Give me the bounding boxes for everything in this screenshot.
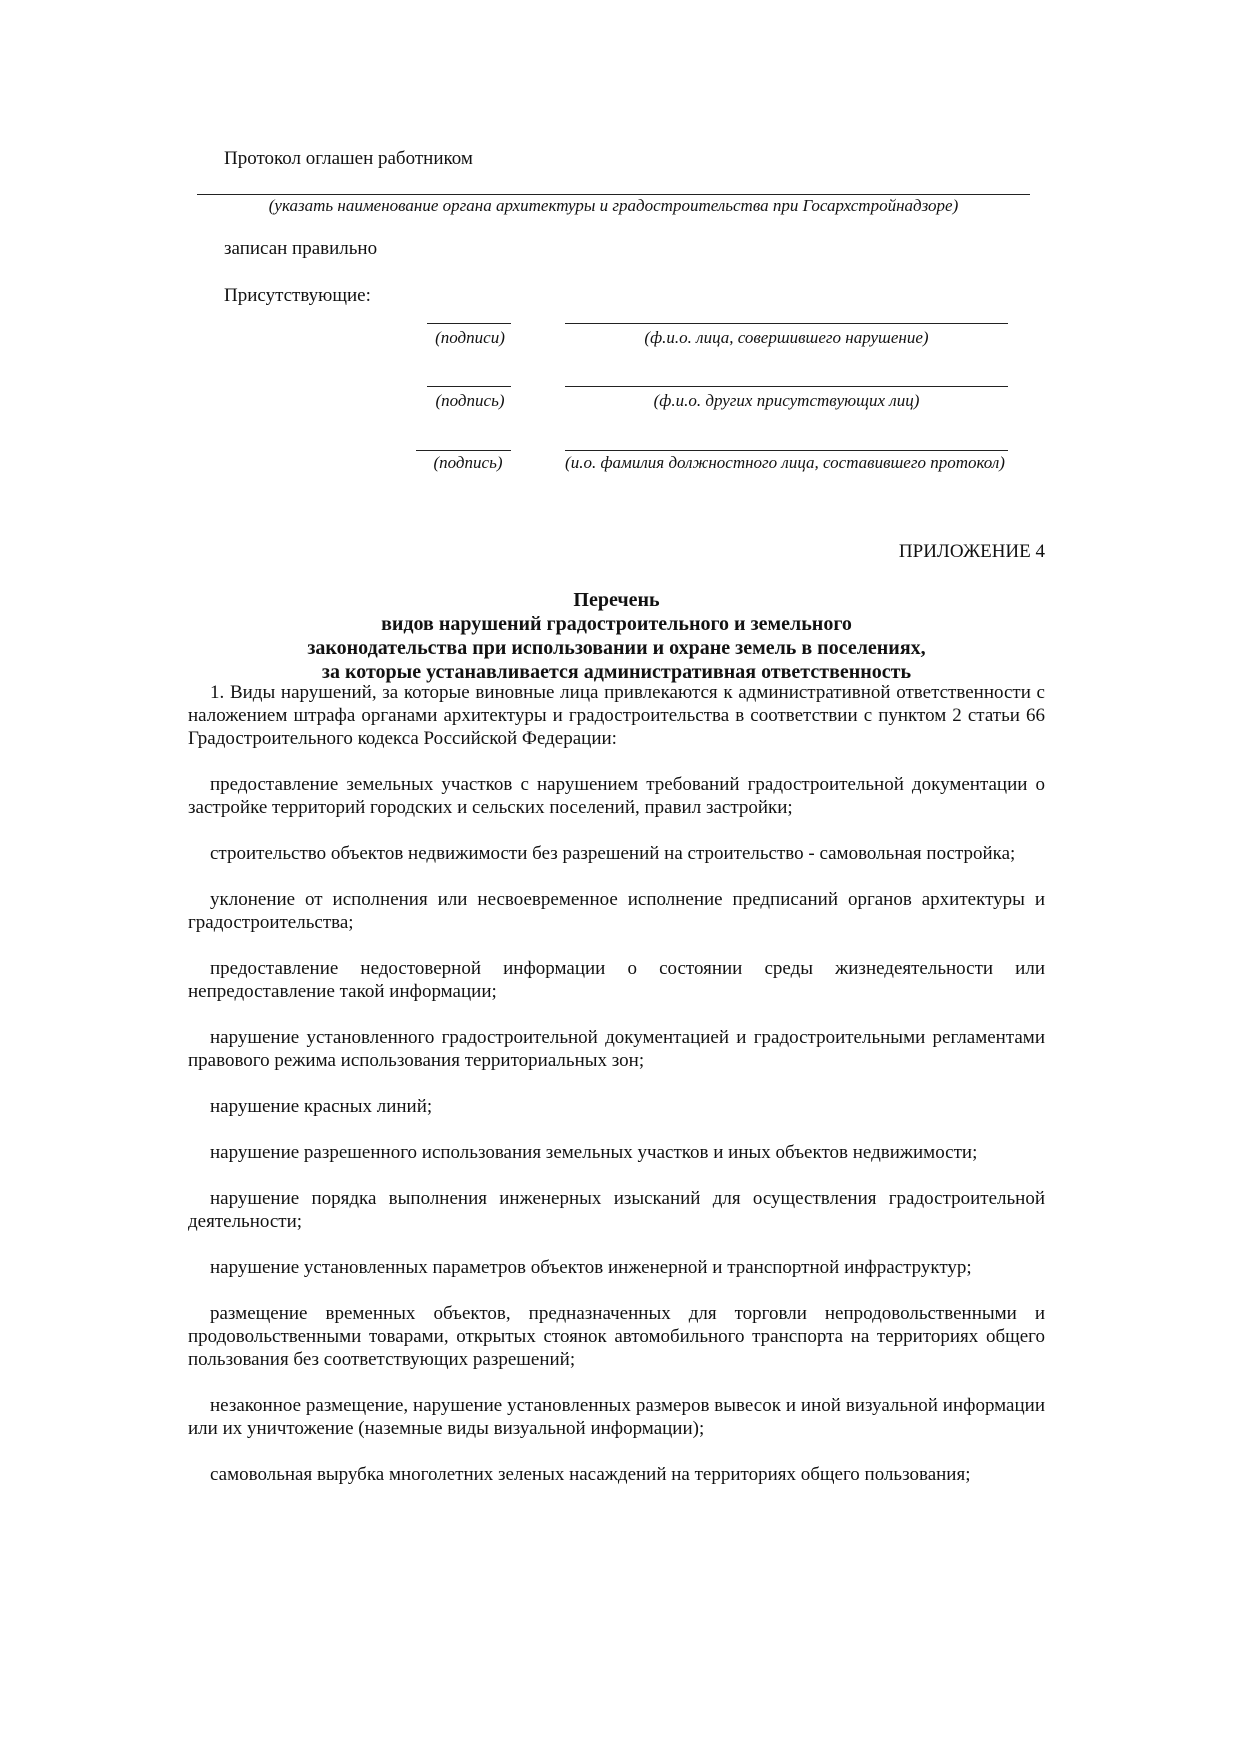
signature-line <box>416 450 511 451</box>
title-line: за которые устанавливается административная ответственность <box>321 661 912 683</box>
title-line: законодательства при использовании и охране земель в поселениях, <box>307 637 926 659</box>
name-caption: (и.о. фамилия должностного лица, составившего протокол) <box>565 453 1005 472</box>
name-caption: (ф.и.о. лица, совершившего нарушение) <box>644 328 929 347</box>
signature-line <box>427 323 511 324</box>
paragraph: незаконное размещение, нарушение установленных размеров вывесок и иной визуальной информации или их уничтожение (наземные виды визуальной информации); <box>188 1395 1045 1439</box>
paragraph: самовольная вырубка многолетних зеленых насаждений на территориях общего пользования; <box>210 1464 971 1485</box>
present-label: Присутствующие: <box>224 285 371 306</box>
paragraph: нарушение порядка выполнения инженерных изысканий для осуществления градостроительной деятельности; <box>188 1188 1045 1232</box>
organ-caption: (указать наименование органа архитектуры и градостроительства при Госархстройнадзоре) <box>268 196 959 215</box>
signature-caption: (подписи) <box>435 328 505 347</box>
paragraph: уклонение от исполнения или несвоевременное исполнение предписаний органов архитектуры и градостроительства; <box>188 889 1045 933</box>
name-line <box>565 386 1008 387</box>
name-line <box>565 450 1008 451</box>
recorded-correctly-text: записан правильно <box>224 238 378 259</box>
violations-list <box>188 681 1045 1509</box>
title-line: видов нарушений градостроительного и земельного <box>381 613 852 635</box>
signature-caption: (подпись) <box>433 453 503 472</box>
paragraph: строительство объектов недвижимости без разрешений на строительство - самовольная постройка; <box>210 843 1016 864</box>
paragraph: нарушение разрешенного использования земельных участков и иных объектов недвижимости; <box>210 1142 978 1163</box>
appendix-title <box>188 588 1045 684</box>
paragraph: нарушение красных линий; <box>210 1096 433 1117</box>
appendix-label: ПРИЛОЖЕНИЕ 4 <box>898 541 1045 562</box>
paragraph: нарушение установленного градостроительной документацией и градостроительными регламентами правового режима использования территориальных зон; <box>188 1027 1045 1071</box>
name-caption: (ф.и.о. других присутствующих лиц) <box>653 391 920 410</box>
organ-name-line <box>197 194 1030 195</box>
signature-caption: (подпись) <box>435 391 505 410</box>
protocol-announced-text: Протокол оглашен работником <box>224 148 473 169</box>
signature-line <box>427 386 511 387</box>
paragraph: предоставление земельных участков с нарушением требований градостроительной документации о застройке территорий городских и сельских поселений, правил застройки; <box>188 774 1045 818</box>
paragraph: предоставление недостоверной информации о состоянии среды жизнедеятельности или непредоставление такой информации; <box>188 958 1045 1002</box>
title-line: Перечень <box>573 589 660 611</box>
paragraph: размещение временных объектов, предназначенных для торговли непродовольственными и продовольственными товарами, открытых стоянок автомобильного транспорта на территориях общего пользования без соответствующих разрешений; <box>188 1303 1045 1370</box>
paragraph: нарушение установленных параметров объектов инженерной и транспортной инфраструктур; <box>210 1257 972 1278</box>
name-line <box>565 323 1008 324</box>
paragraph: 1. Виды нарушений, за которые виновные лица привлекаются к административной ответственности с наложением штрафа органами архитектуры и градостроительства в соответствии с пунктом 2 статьи 66 Градостроительного кодекса Российской Федерации: <box>188 682 1045 749</box>
